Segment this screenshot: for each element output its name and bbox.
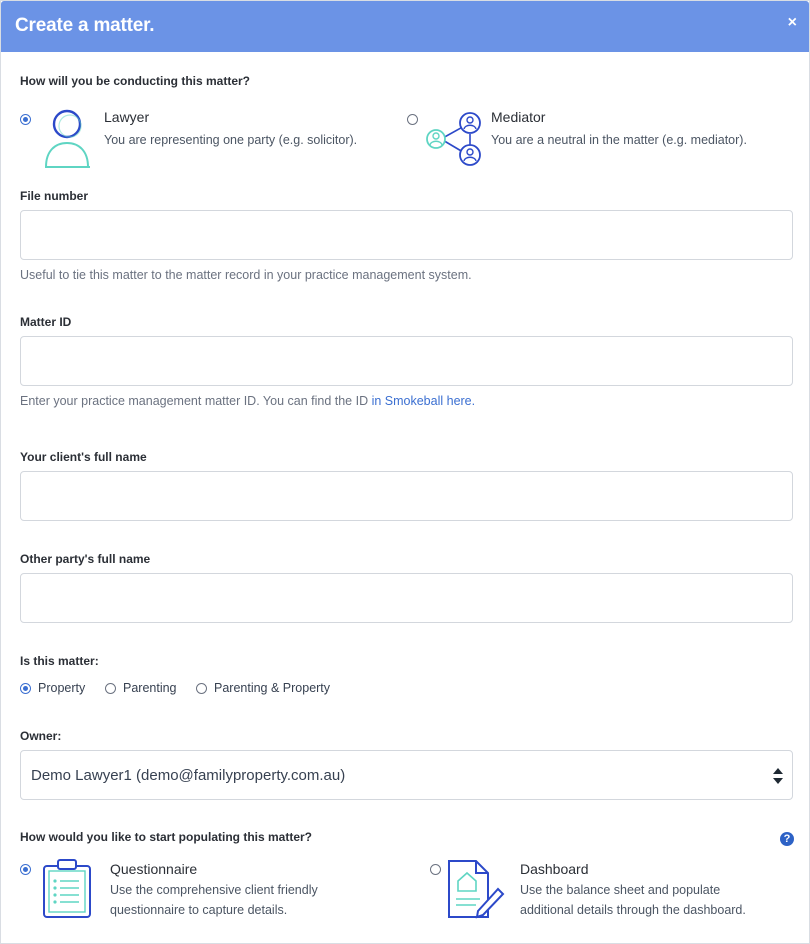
dialog-header (1, 1, 809, 52)
client-name-label: Your client's full name (20, 450, 147, 464)
questionnaire-option-description-line1: Use the comprehensive client friendly (110, 883, 318, 897)
mediator-network-icon (425, 111, 485, 169)
matter-id-input[interactable] (20, 336, 793, 386)
other-party-input[interactable] (20, 573, 793, 623)
select-arrows-icon (772, 767, 784, 785)
owner-label: Owner: (20, 729, 62, 743)
mediator-radio[interactable] (407, 114, 418, 125)
help-icon[interactable]: ? (780, 832, 794, 846)
dashboard-document-icon (446, 859, 506, 919)
conduct-question: How will you be conducting this matter? (20, 74, 251, 88)
owner-select[interactable] (20, 750, 793, 800)
questionnaire-option-title[interactable]: Questionnaire (110, 861, 198, 877)
populate-question: How would you like to start populating this matter? (20, 830, 313, 844)
dashboard-radio[interactable] (430, 864, 441, 875)
parenting-radio[interactable] (105, 683, 116, 694)
lawyer-option-description: You are representing one party (e.g. solicitor). (104, 133, 358, 147)
dashboard-option-title[interactable]: Dashboard (520, 861, 589, 877)
matter-id-help-text: Enter your practice management matter ID. You can find the ID (20, 394, 372, 408)
parenting-option-label[interactable]: Parenting (123, 681, 177, 695)
lawyer-radio[interactable] (20, 114, 31, 125)
matter-id-help (20, 394, 475, 408)
matter-id-label: Matter ID (20, 315, 72, 329)
dashboard-option-description-line2: additional details through the dashboard. (520, 903, 746, 917)
clipboard-icon (42, 859, 92, 919)
mediator-option-title[interactable]: Mediator (491, 109, 546, 125)
file-number-label: File number (20, 189, 89, 203)
file-number-help: Useful to tie this matter to the matter record in your practice management system. (20, 268, 472, 282)
property-radio[interactable] (20, 683, 31, 694)
close-icon[interactable]: × (787, 14, 797, 31)
dashboard-option-description-line1: Use the balance sheet and populate (520, 883, 721, 897)
parenting-property-option-label[interactable]: Parenting & Property (214, 681, 331, 695)
other-party-label: Other party's full name (20, 552, 151, 566)
matter-type-label: Is this matter: (20, 654, 99, 668)
lawyer-person-icon (43, 107, 93, 169)
property-option-label[interactable]: Property (38, 681, 86, 695)
dialog-title: Create a matter. (15, 15, 155, 36)
questionnaire-option-description-line2: questionnaire to capture details. (110, 903, 288, 917)
owner-selected-value: Demo Lawyer1 (demo@familyproperty.com.au) (31, 767, 346, 784)
parenting-property-radio[interactable] (196, 683, 207, 694)
file-number-input[interactable] (20, 210, 793, 260)
questionnaire-radio[interactable] (20, 864, 31, 875)
smokeball-link[interactable]: in Smokeball here. (371, 394, 476, 408)
mediator-option-description: You are a neutral in the matter (e.g. mediator). (491, 133, 747, 147)
lawyer-option-title[interactable]: Lawyer (104, 109, 150, 125)
client-name-input[interactable] (20, 471, 793, 521)
